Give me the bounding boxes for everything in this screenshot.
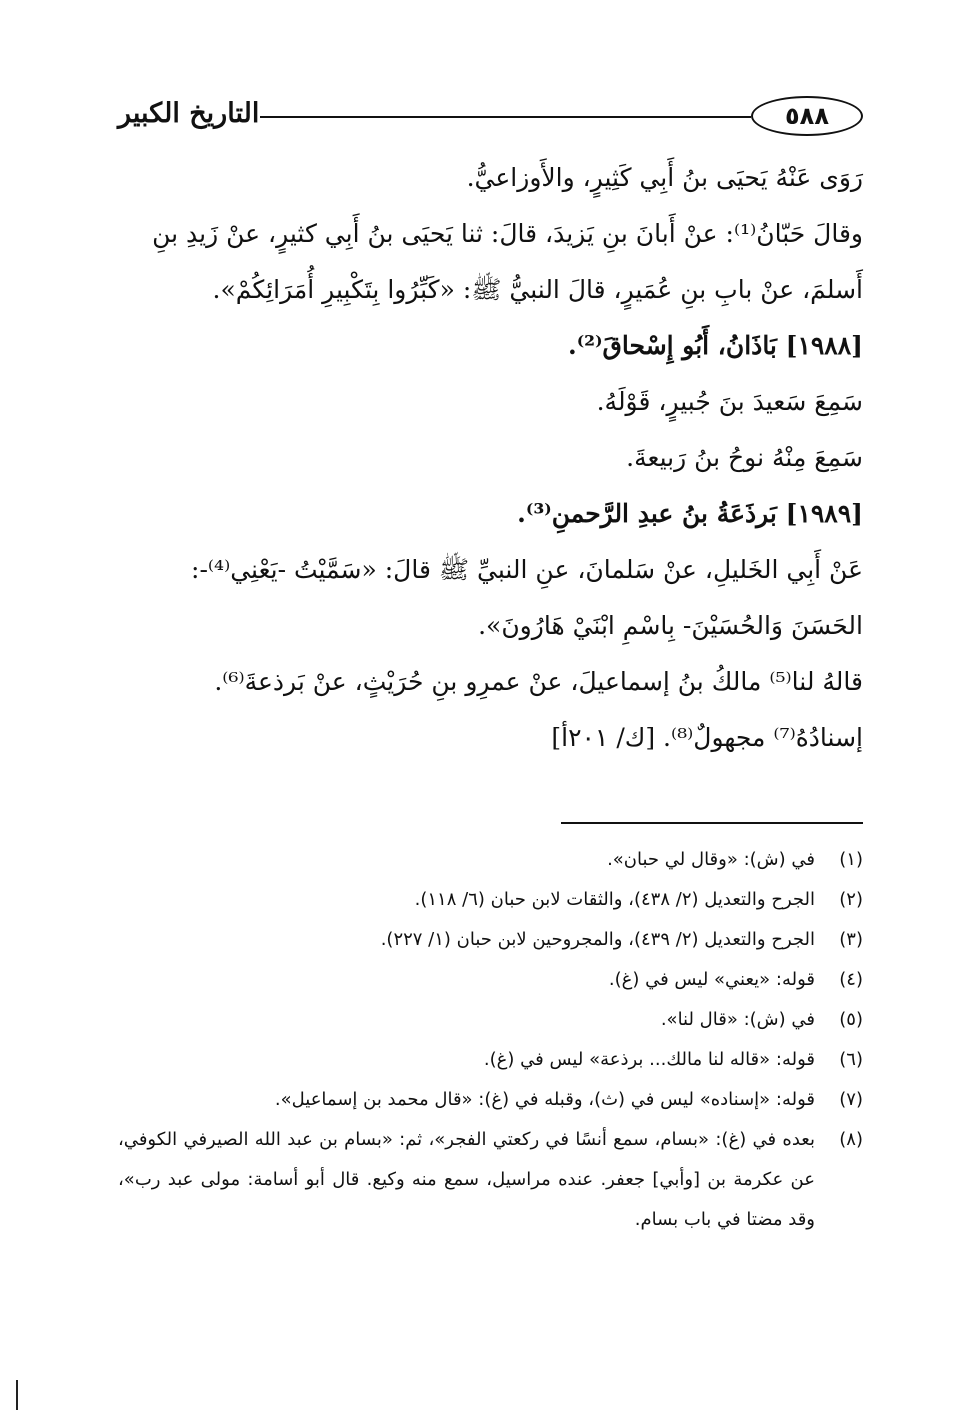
footnote-text: الجرح والتعديل (٢/ ٤٣٨)، والثقات لابن حبان (٦/ ١١٨). xyxy=(414,889,815,910)
footnote-item xyxy=(118,1000,863,1040)
footnote-text: في (ش): «وقال لي حبان». xyxy=(607,849,815,870)
footnote-item xyxy=(118,1120,863,1240)
footnote-text: قوله: «قاله لنا مالك... برذعة» ليس في (غ). xyxy=(483,1049,815,1070)
text-line: سَمِعَ مِنْهُ نوحُ بنُ رَبيعةَ. xyxy=(626,443,863,472)
page-number: ٥٨٨ xyxy=(751,96,863,136)
footnote-text: في (ش): «قال لنا». xyxy=(660,1009,815,1030)
page-header xyxy=(118,92,863,144)
text-line: أَسلمَ، عنْ بابِ بنِ عُمَيرٍ، قالَ النبيُّ ﷺ: «كَبِّرُوا بِتَكْبِيرِ أُمَرَائِكُمْ». xyxy=(212,275,863,304)
footnote-number: (٧) xyxy=(839,1089,863,1110)
entry-heading-1989: [١٩٨٩] بَرذَعَةُ بنُ عبدِ الرَّحمنِ⁽³⁾. xyxy=(517,499,863,528)
text-line: رَوَى عَنْهُ يَحيَى بنُ أَبِي كَثِيرٍ، والأَوزاعيُّ. xyxy=(466,163,863,192)
footnote-number: (٤) xyxy=(839,969,863,990)
footnote-text: قوله: «إسناده» ليس في (ث)، وقبله في (غ): «قال محمد بن إسماعيل». xyxy=(274,1089,815,1110)
footnote-item xyxy=(118,840,863,880)
entry-heading-1988: [١٩٨٨] بَاذَانُ، أَبُو إِسْحاقَ⁽²⁾. xyxy=(567,331,863,360)
footnote-item xyxy=(118,1080,863,1120)
text-line: سَمِعَ سَعيدَ بنَ جُبيرٍ، قَوْلَهُ. xyxy=(596,387,863,416)
footnote-item xyxy=(118,960,863,1000)
text-line: قالهُ لنا⁽⁵⁾ مالكُ بنُ إسماعيلَ، عنْ عمرِو بنِ حُرَيْثٍ، عنْ بَرذعةَ⁽⁶⁾. xyxy=(214,667,863,696)
footnote-text: بعده في (غ): «بسام، سمع أنسًا في ركعتي الفجر»، ثم: «بسام بن عبد الله الصيرفي الكوفي، عن عكرمة بن [وأبي] جعفر. عنده مراسيل، سمع منه وكيع. قال أبو أسامة: مولى عبد رب»، وقد مضتا في باب بسام. xyxy=(118,1129,815,1230)
footnote-number: (١) xyxy=(839,849,863,870)
footnote-number: (٦) xyxy=(839,1049,863,1070)
margin-mark xyxy=(16,1380,18,1410)
footnote-text: الجرح والتعديل (٢/ ٤٣٩)، والمجروحين لابن حبان (١/ ٢٢٧). xyxy=(380,929,815,950)
footnote-text: قوله: «يعني» ليس في (غ). xyxy=(608,969,815,990)
footnote-item xyxy=(118,1040,863,1080)
text-line: الحَسَنَ وَالحُسَيْنَ- بِاسْمِ ابْنَيْ هَارُونَ». xyxy=(478,611,863,640)
footnotes xyxy=(118,840,863,1240)
footnote-item xyxy=(118,920,863,960)
footnote-number: (٣) xyxy=(839,929,863,950)
footnote-separator xyxy=(561,822,863,824)
footnote-number: (٥) xyxy=(839,1009,863,1030)
text-line: إسنادُهُ⁽⁷⁾ مجهولٌ⁽⁸⁾. [ك/ ٢٠١أ] xyxy=(551,723,863,752)
footnote-item xyxy=(118,880,863,920)
header-rule xyxy=(260,116,751,118)
footnote-number: (٨) xyxy=(839,1129,863,1150)
main-text xyxy=(118,150,863,766)
footnote-number: (٢) xyxy=(839,889,863,910)
book-title: التاريخ الكبير xyxy=(118,98,260,129)
text-line: عَنْ أَبِي الخَليلِ، عنْ سَلمانَ، عنِ النبيِّ ﷺ قالَ: «سَمَّيْتُ -يَعْنِي⁽⁴⁾-: xyxy=(191,555,863,584)
text-line: وقالَ حَبّانُ⁽¹⁾: عنْ أَبانَ بنِ يَزيدَ، قالَ: ثنا يَحيَى بنُ أَبِي كثيرٍ، عنْ زَيدِ بنِ xyxy=(152,219,863,248)
